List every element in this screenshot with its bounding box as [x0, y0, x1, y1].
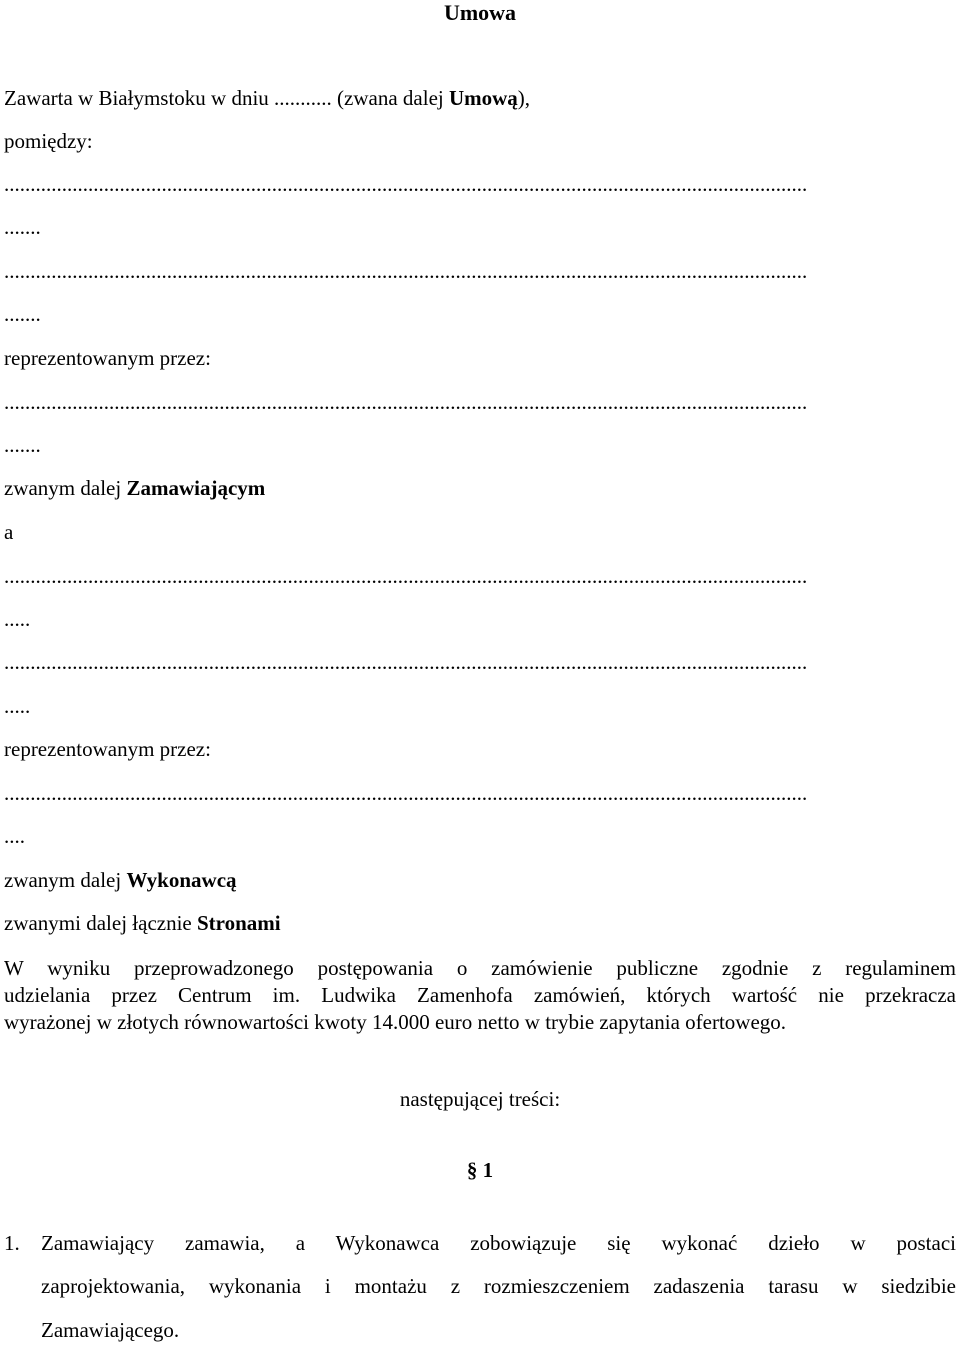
party2-blank-line-1: .........................................................................................................................................................: [4, 566, 808, 587]
party1-blank-line-2: .........................................................................................................................................................: [4, 261, 808, 282]
clause-1-line-2: zaprojektowania, wykonania i montażu z rozmieszczeniem zadaszenia tarasu w siedzibie: [41, 1274, 956, 1298]
party2-representative-line: .........................................................................................................................................................: [4, 783, 808, 804]
clause-1-number: 1.: [4, 1231, 20, 1255]
party1-named-line: [4, 478, 265, 499]
intro-suffix: ),: [517, 86, 531, 110]
party1-representative-label: reprezentowanym przez:: [4, 346, 211, 370]
party1-representative-line-cont: .......: [4, 433, 41, 457]
party2-named-prefix: zwanym dalej: [4, 868, 127, 892]
party2-blank-line-2-cont: .....: [4, 694, 31, 718]
party2-representative-label: reprezentowanym przez:: [4, 737, 211, 761]
section-mark: § 1: [466, 1158, 494, 1182]
party2-blank-line-2: .........................................................................................................................................................: [4, 652, 808, 673]
between-label: pomiędzy:: [4, 129, 93, 153]
parties-named-line: [4, 913, 281, 934]
preamble-line-2: udzielania przez Centrum im. Ludwika Zamenhofa zamówień, których wartość nie przekracza: [4, 983, 956, 1007]
clause-1-line-3: Zamawiającego.: [41, 1318, 180, 1342]
party1-blank-line-1-cont: .......: [4, 215, 41, 239]
clause-1-line-1: Zamawiający zamawia, a Wykonawca zobowiązuje się wykonać dzieło w postaci: [41, 1231, 956, 1255]
intro-prefix: Zawarta w Białymstoku w dniu ........... (zwana dalej: [4, 86, 449, 110]
document-title: Umowa: [443, 0, 517, 25]
preamble-paragraph: [4, 958, 956, 1039]
following-content-label: następującej treści:: [399, 1087, 561, 1111]
parties-named-prefix: zwanymi dalej łącznie: [4, 911, 197, 935]
preamble-line-1: W wyniku przeprowadzonego postępowania o zamówienie publiczne zgodnie z regulaminem: [4, 956, 956, 980]
party2-named-line: [4, 870, 237, 891]
party1-representative-line: .........................................................................................................................................................: [4, 392, 808, 413]
party1-blank-line-2-cont: .......: [4, 302, 41, 326]
intro-bold-term: Umową: [448, 86, 518, 110]
parties-named-term: Stronami: [197, 911, 281, 935]
and-conjunction: a: [4, 520, 14, 544]
preamble-line-3: wyrażonej w złotych równowartości kwoty 14.000 euro netto w trybie zapytania ofertowego.: [4, 1010, 787, 1034]
intro-line: [4, 88, 530, 109]
party1-named-prefix: zwanym dalej: [4, 476, 127, 500]
party2-named-term: Wykonawcą: [126, 868, 237, 892]
party2-representative-line-cont: ....: [4, 824, 25, 848]
party1-named-term: Zamawiającym: [126, 476, 266, 500]
party1-blank-line-1: .........................................................................................................................................................: [4, 174, 808, 195]
party2-blank-line-1-cont: .....: [4, 607, 31, 631]
